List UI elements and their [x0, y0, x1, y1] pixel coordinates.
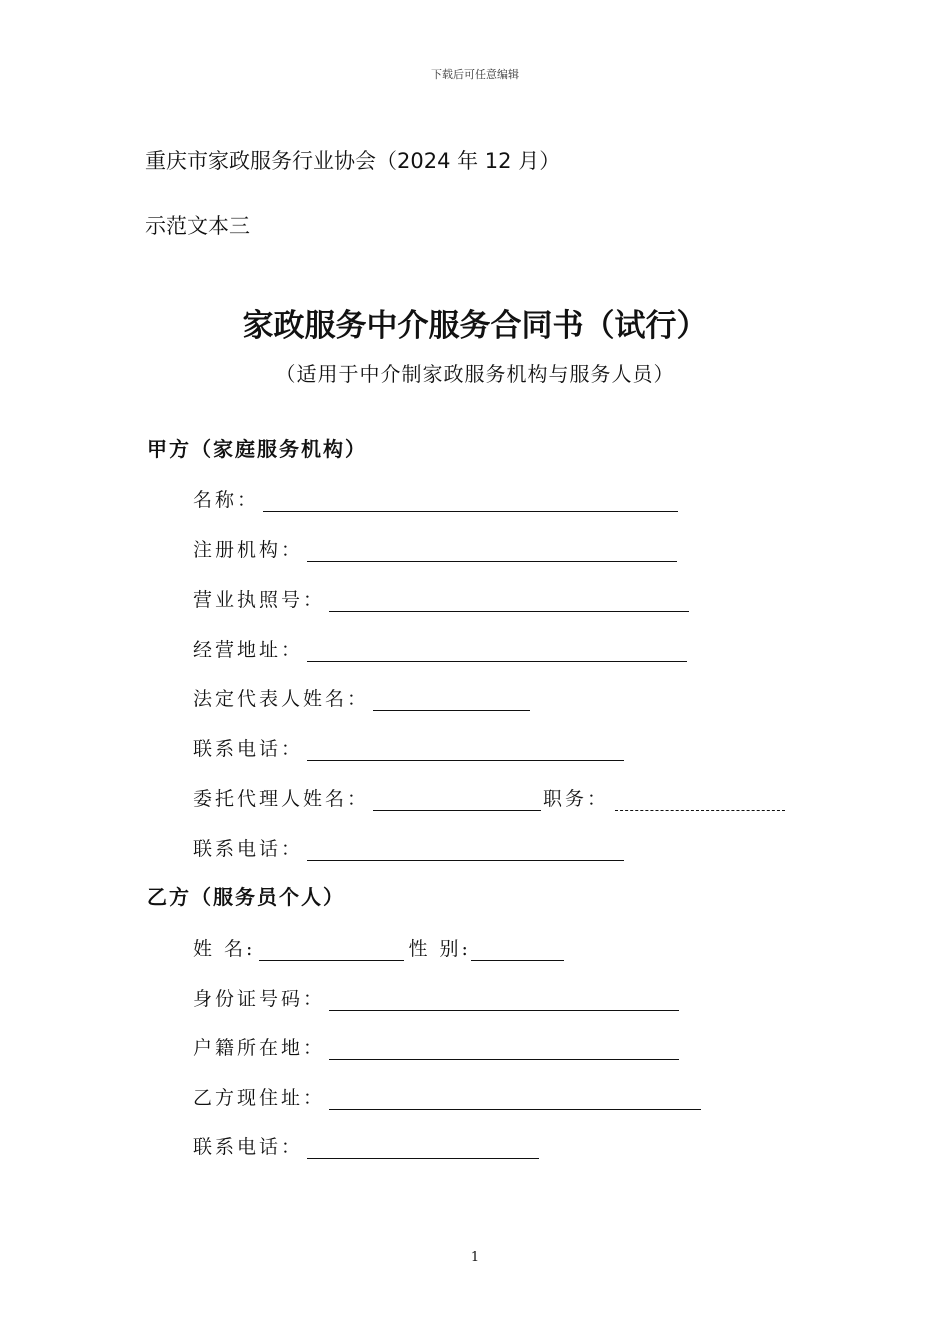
party-b-residence-row	[193, 1080, 701, 1110]
party-b-name-row	[193, 931, 564, 961]
party-a-name-label: 名称：	[193, 489, 260, 511]
party-a-legal-rep-label: 法定代表人姓名：	[193, 688, 370, 710]
party-b-phone-label: 联系电话：	[193, 1136, 304, 1158]
party-a-address-field[interactable]	[307, 639, 687, 662]
party-b-id-field[interactable]	[329, 988, 679, 1011]
party-a-reg-org-field[interactable]	[307, 539, 677, 562]
party-a-agent-label: 委托代理人姓名：	[193, 788, 370, 810]
party-b-id-label: 身份证号码：	[193, 988, 326, 1010]
organization-line: 重庆市家政服务行业协会（2024 年 12 月）	[145, 149, 561, 173]
page-number: 1	[470, 1250, 480, 1265]
party-a-position-label: 职务：	[543, 788, 610, 810]
header-note: 下载后可任意编辑	[431, 68, 519, 81]
party-b-phone-field[interactable]	[307, 1136, 539, 1159]
party-a-legal-rep-row	[193, 681, 530, 711]
party-a-phone-field[interactable]	[307, 738, 624, 761]
party-a-name-row	[193, 482, 678, 512]
party-a-agent-phone-row	[193, 831, 624, 861]
party-a-agent-phone-label: 联系电话：	[193, 838, 304, 860]
party-b-residence-field[interactable]	[329, 1087, 701, 1110]
party-b-name-label: 姓 名:	[193, 938, 256, 960]
party-a-legal-rep-field[interactable]	[373, 688, 530, 711]
document-title: 家政服务中介服务合同书（试行）	[242, 308, 708, 344]
party-a-agent-row	[193, 781, 785, 811]
party-b-phone-row	[193, 1129, 539, 1159]
party-a-position-field[interactable]	[615, 788, 785, 811]
party-b-gender-label: 性 别:	[408, 938, 471, 960]
party-a-license-row	[193, 582, 689, 612]
party-a-address-row	[193, 632, 687, 662]
party-a-reg-org-label: 注册机构：	[193, 539, 304, 561]
party-a-address-label: 经营地址：	[193, 639, 304, 661]
party-a-license-field[interactable]	[329, 589, 689, 612]
party-a-reg-org-row	[193, 532, 677, 562]
party-a-license-label: 营业执照号：	[193, 589, 326, 611]
party-b-id-row	[193, 981, 679, 1011]
party-a-name-field[interactable]	[263, 489, 678, 512]
party-b-gender-field[interactable]	[471, 938, 564, 961]
document-subtitle: （适用于中介制家政服务机构与服务人员）	[275, 362, 675, 386]
sample-label: 示范文本三	[145, 214, 250, 238]
party-b-domicile-row	[193, 1030, 679, 1060]
party-a-agent-phone-field[interactable]	[307, 838, 624, 861]
party-b-name-field[interactable]	[259, 938, 404, 961]
party-a-phone-row	[193, 731, 624, 761]
party-b-domicile-field[interactable]	[329, 1037, 679, 1060]
party-b-domicile-label: 户籍所在地：	[193, 1037, 326, 1059]
party-a-phone-label: 联系电话：	[193, 738, 304, 760]
party-a-agent-field[interactable]	[373, 788, 541, 811]
party-b-heading: 乙方（服务员个人）	[147, 885, 345, 909]
party-a-heading: 甲方（家庭服务机构）	[147, 437, 367, 461]
party-b-residence-label: 乙方现住址：	[193, 1087, 326, 1109]
